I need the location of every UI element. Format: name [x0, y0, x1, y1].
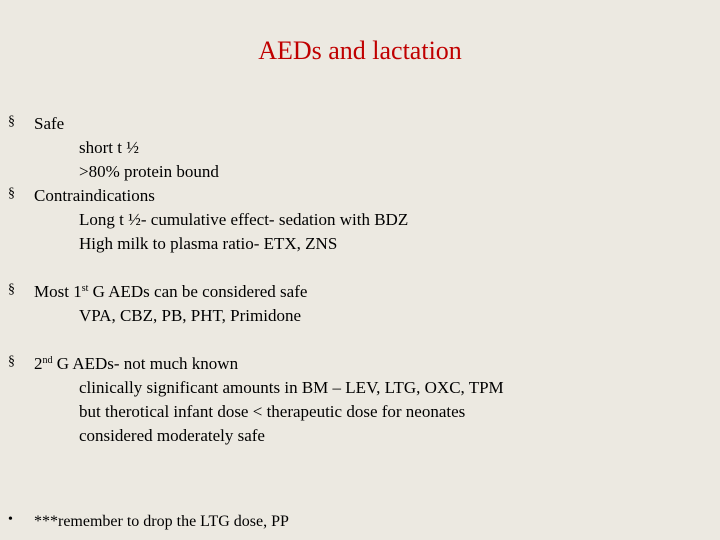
bullet-marker: § [8, 186, 15, 201]
sub-item: clinically significant amounts in BM – LEV, LTG, OXC, TPM [79, 378, 504, 397]
slide-title: AEDs and lactation [258, 36, 462, 65]
bullet-reminder: ***remember to drop the LTG dose, PP [34, 513, 289, 530]
sub-item: VPA, CBZ, PB, PHT, Primidone [79, 306, 301, 325]
bullet-contraindications: Contraindications [34, 186, 155, 205]
sub-item: but therotical infant dose < therapeutic dose for neonates [79, 402, 466, 421]
bullet-marker: § [8, 282, 15, 297]
sub-item: considered moderately safe [79, 426, 265, 445]
text-segment: G AEDs- not much known [52, 354, 239, 373]
bullet-dot: • [8, 512, 13, 527]
bullet-second-gen [34, 354, 238, 374]
text-segment: G AEDs can be considered safe [88, 282, 308, 301]
text-segment: 2 [34, 354, 43, 373]
sub-item: High milk to plasma ratio- ETX, ZNS [79, 234, 338, 253]
bullet-marker: § [8, 114, 15, 129]
sub-item: Long t ½- cumulative effect- sedation with BDZ [79, 210, 409, 229]
bullet-first-gen [34, 282, 307, 302]
sub-item: short t ½ [79, 138, 139, 157]
bullet-marker: § [8, 354, 15, 369]
superscript: nd [42, 355, 53, 366]
bullet-safe: Safe [34, 114, 65, 133]
text-segment: Most 1 [34, 282, 82, 301]
superscript: st [81, 283, 89, 294]
sub-item: >80% protein bound [79, 162, 219, 181]
